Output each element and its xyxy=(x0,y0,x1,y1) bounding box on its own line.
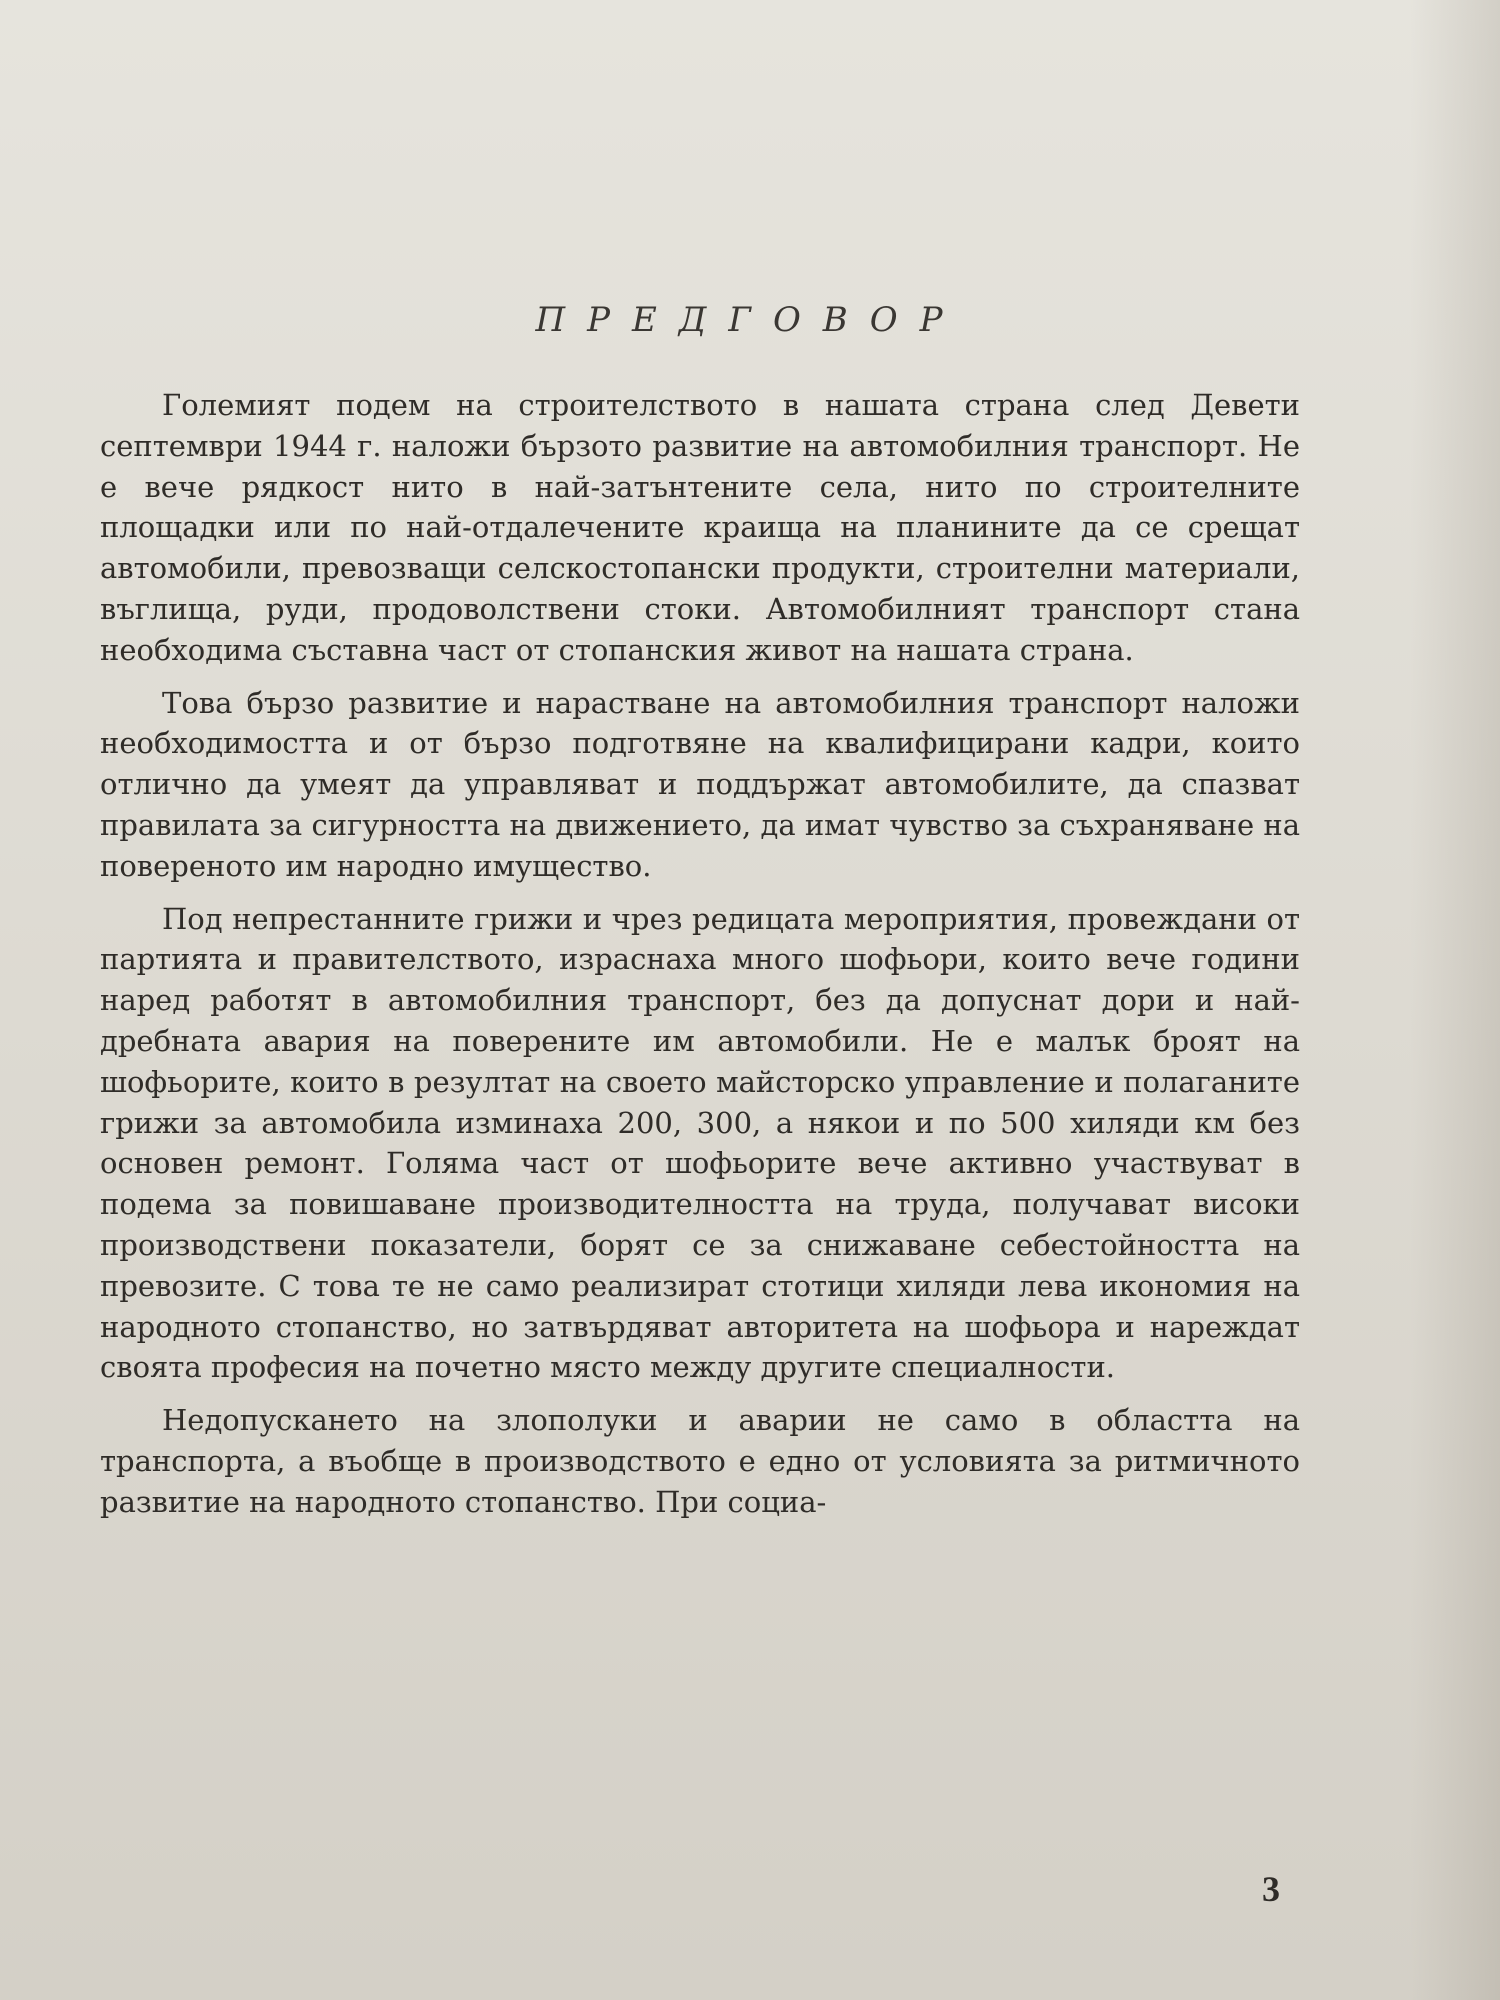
page-number: 3 xyxy=(1262,1869,1280,1909)
paragraph-1: Големият подем на строителството в нашата страна след Девети септември 1944 г. наложи бързото развитие на автомобилния транспорт. Не е вече рядкост нито в най-затънтените села, нито по строителните площадки или по най-отдалечените краища на планините да се срещат автомобили, превозващи селскостопански продукти, строителни материали, въглища, руди, продоволствени стоки. Автомобилният транспорт стана необходима съставна част от стопанския живот на нашата страна. xyxy=(100,388,1300,667)
paragraph-4: Недопускането на злополуки и аварии не само в областта на транспорта, а въобще в производството е едно от условията за ритмичното развитие на народното стопанство. При социа- xyxy=(100,1403,1300,1519)
paragraph-2: Това бързо развитие и нарастване на автомобилния транспорт наложи необходимостта и от бързо подготвяне на квалифицирани кадри, които отлично да умеят да управляват и поддържат автомобилите, да спазват правилата за сигурността на движението, да имат чувство за съхраняване на повереното им народно имущество. xyxy=(100,685,1300,883)
body-text xyxy=(100,385,1300,1535)
page-title: ПРЕДГОВОР xyxy=(535,300,965,340)
paragraph-3: Под непрестанните грижи и чрез редицата мероприятия, провеждани от партията и правителството, израснаха много шофьори, които вече години наред работят в автомобилния транспорт, без да допуснат дори и най-дребната авария на поверените им автомобили. Не е малък броят на шофьорите, които в резултат на своето майсторско управление и полаганите грижи за автомобила изминаха 200, 300, а някои и по 500 хиляди км без основен ремонт. Голяма част от шофьорите вече активно участвуват в подема за повишаване производителността на труда, получават високи производствени показатели, борят се за снижаване себестойността на превозите. С това те не само реализират стотици хиляди лева икономия на народното стопанство, но затвърдяват авторитета на шофьора и нареждат своята професия на почетно място между другите специалности. xyxy=(100,901,1300,1385)
